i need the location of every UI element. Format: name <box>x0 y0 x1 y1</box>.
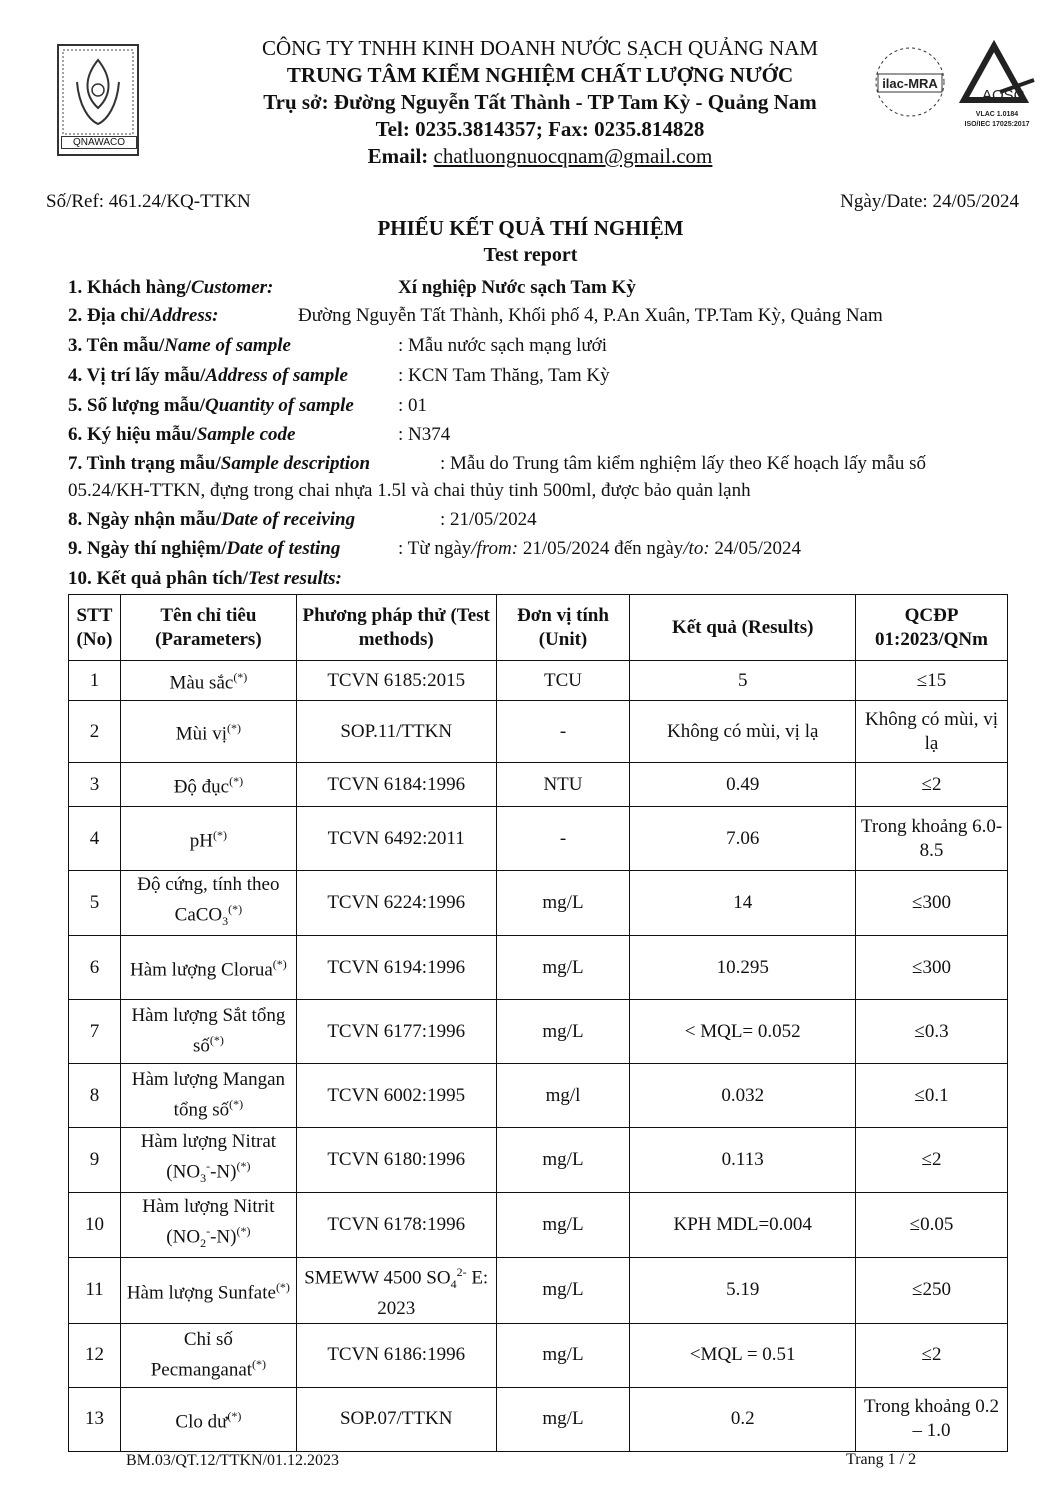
cell-unit: mg/L <box>496 1258 630 1323</box>
cell-param: Màu sắc(*) <box>120 661 296 701</box>
cell-limit: ≤0.3 <box>856 1000 1008 1064</box>
cell-no: 11 <box>69 1258 121 1323</box>
cell-limit: ≤2 <box>856 763 1008 807</box>
form-code: BM.03/QT.12/TTKN/01.12.2023 <box>126 1452 340 1469</box>
cell-no: 6 <box>69 936 121 1000</box>
table-row <box>69 1323 1008 1387</box>
cell-result: 0.49 <box>630 763 856 807</box>
cell-method: TCVN 6224:1996 <box>296 871 496 936</box>
head-office-address: Trụ sở: Đường Nguyễn Tất Thành - TP Tam Kỳ - Quảng Nam <box>263 90 817 114</box>
cell-unit: mg/L <box>496 936 630 1000</box>
cell-param: Hàm lượng Nitrit $(NO_2^--N)^{(*)}$ <box>120 1193 296 1258</box>
testing-date-value: : Từ ngày/from: 21/05/2024 đến ngày/to: 24/05/2024 <box>398 538 801 559</box>
cell-method: SMEWW 4500 $SO_4^{2-}$ E: 2023 <box>296 1258 496 1323</box>
ilac-mra-label: ilac-MRA <box>882 76 938 91</box>
cell-limit: Không có mùi, vị lạ <box>856 701 1008 763</box>
table-row <box>69 1387 1008 1451</box>
table-row <box>69 1193 1008 1258</box>
table-row <box>69 871 1008 936</box>
cell-limit: ≤2 <box>856 1323 1008 1387</box>
table-header-row <box>69 595 1008 661</box>
col-header-no: STT (No) <box>69 595 121 661</box>
cell-unit: mg/L <box>496 1323 630 1387</box>
company-name: CÔNG TY TNHH KINH DOANH NƯỚC SẠCH QUẢNG NAM <box>261 36 819 60</box>
cell-result: 10.295 <box>630 936 856 1000</box>
table-row <box>69 763 1008 807</box>
table-row <box>69 936 1008 1000</box>
cell-result: 14 <box>630 871 856 936</box>
cell-param: Hàm lượng Sunfate(*) <box>120 1258 296 1323</box>
table-row <box>69 1064 1008 1128</box>
sample-description-value-2: 05.24/KH-TTKN, đựng trong chai nhựa 1.5l và chai thủy tinh 500ml, được bảo quản lạnh <box>68 480 751 501</box>
sample-code-row: 6. Ký hiệu mẫu/Sample code <box>68 424 296 445</box>
receiving-date-value: : 21/05/2024 <box>440 509 537 530</box>
cell-result: < MQL= 0.052 <box>630 1000 856 1064</box>
results-table <box>68 594 1008 1452</box>
quantity-row: 5. Số lượng mẫu/Quantity of sample <box>68 395 354 416</box>
cell-unit: NTU <box>496 763 630 807</box>
cell-param: Hàm lượng Mangan tổng số(*) <box>120 1064 296 1128</box>
cell-result: 5 <box>630 661 856 701</box>
cell-result: <MQL = 0.51 <box>630 1323 856 1387</box>
cell-no: 12 <box>69 1323 121 1387</box>
cell-unit: mg/l <box>496 1064 630 1128</box>
receiving-date-row: 8. Ngày nhận mẫu/Date of receiving <box>68 509 356 530</box>
table-row <box>69 1258 1008 1323</box>
cell-limit: ≤15 <box>856 661 1008 701</box>
phone-fax: Tel: 0235.3814357; Fax: 0235.814828 <box>375 117 705 141</box>
cell-unit: mg/L <box>496 1000 630 1064</box>
col-header-standard: QCĐP 01:2023/QNm <box>856 595 1008 661</box>
customer-value: Xí nghiệp Nước sạch Tam Kỳ <box>398 277 636 298</box>
results-heading: 10. Kết quả phân tích/Test results: <box>68 568 342 589</box>
address-row: 2. Địa chỉ/Address: <box>68 305 219 326</box>
report-date: Ngày/Date: 24/05/2024 <box>840 191 1019 212</box>
cell-result: 7.06 <box>630 807 856 871</box>
cell-method: TCVN 6184:1996 <box>296 763 496 807</box>
aosc-label: AOSC <box>982 87 1025 104</box>
cell-limit: ≤300 <box>856 936 1008 1000</box>
cell-unit: TCU <box>496 661 630 701</box>
cell-method: SOP.07/TTKN <box>296 1387 496 1451</box>
cell-method: SOP.11/TTKN <box>296 701 496 763</box>
vlac-label: VLAC 1.0184 <box>975 111 1019 118</box>
cell-no: 2 <box>69 701 121 763</box>
cell-result: 5.19 <box>630 1258 856 1323</box>
email-label: Email: <box>367 144 434 168</box>
table-row <box>69 701 1008 763</box>
testing-date-row: 9. Ngày thí nghiệm/Date of testing <box>68 538 341 559</box>
cell-no: 10 <box>69 1193 121 1258</box>
cell-param: Độ cứng, tính theo CaCO$_3$(*) <box>120 871 296 936</box>
cell-no: 1 <box>69 661 121 701</box>
cell-method: TCVN 6178:1996 <box>296 1193 496 1258</box>
table-row <box>69 1000 1008 1064</box>
sample-location-value: : KCN Tam Thăng, Tam Kỳ <box>398 365 610 386</box>
cell-param: pH(*) <box>120 807 296 871</box>
report-subtitle: Test report <box>483 244 578 266</box>
cell-result: KPH MDL=0.004 <box>630 1193 856 1258</box>
cell-unit: mg/L <box>496 1128 630 1193</box>
table-row <box>69 1128 1008 1193</box>
cell-param: Mùi vị(*) <box>120 701 296 763</box>
cell-unit: mg/L <box>496 1387 630 1451</box>
reference-number: Số/Ref: 461.24/KQ-TTKN <box>46 191 251 212</box>
sample-name-row: 3. Tên mẫu/Name of sample <box>68 335 291 356</box>
address-value: Đường Nguyễn Tất Thành, Khối phố 4, P.An Xuân, TP.Tam Kỳ, Quảng Nam <box>298 305 883 326</box>
cell-method: TCVN 6492:2011 <box>296 807 496 871</box>
cell-limit: ≤2 <box>856 1128 1008 1193</box>
table-row <box>69 807 1008 871</box>
email-link[interactable]: chatluongnuocqnam@gmail.com <box>433 144 713 168</box>
cell-method: TCVN 6194:1996 <box>296 936 496 1000</box>
sample-description-value-1: : Mẫu do Trung tâm kiểm nghiệm lấy theo Kế hoạch lấy mẫu số <box>440 453 927 474</box>
logo-text: QNAWACO <box>61 136 137 149</box>
cell-method: TCVN 6186:1996 <box>296 1323 496 1387</box>
cell-param: Độ đục(*) <box>120 763 296 807</box>
cell-method: TCVN 6185:2015 <box>296 661 496 701</box>
cell-method: TCVN 6002:1995 <box>296 1064 496 1128</box>
cell-unit: mg/L <box>496 1193 630 1258</box>
sample-description-row: 7. Tình trạng mẫu/Sample description <box>68 453 371 474</box>
report-title: PHIẾU KẾT QUẢ THÍ NGHIỆM <box>377 216 684 240</box>
cell-no: 8 <box>69 1064 121 1128</box>
cell-unit: - <box>496 701 630 763</box>
customer-row: 1. Khách hàng/Customer: <box>68 277 274 298</box>
cell-result: 0.2 <box>630 1387 856 1451</box>
page-number: Trang 1 / 2 <box>846 1451 917 1468</box>
company-logo <box>57 44 139 156</box>
quantity-value: : 01 <box>398 395 428 416</box>
cell-param: Clo dư(*) <box>120 1387 296 1451</box>
cell-no: 7 <box>69 1000 121 1064</box>
email-line <box>150 143 930 170</box>
sample-location-row: 4. Vị trí lấy mẫu/Address of sample <box>68 365 348 386</box>
cell-result: 0.113 <box>630 1128 856 1193</box>
cell-no: 13 <box>69 1387 121 1451</box>
iso-label: ISO/IEC 17025:2017 <box>964 121 1030 128</box>
cell-no: 4 <box>69 807 121 871</box>
col-header-results: Kết quả (Results) <box>630 595 856 661</box>
table-row <box>69 661 1008 701</box>
cell-limit: Trong khoảng 0.2 – 1.0 <box>856 1387 1008 1451</box>
cell-param: Hàm lượng Nitrat $(NO_3^--N)^{(*)}$ <box>120 1128 296 1193</box>
cell-param: Hàm lượng Clorua(*) <box>120 936 296 1000</box>
col-header-parameters: Tên chỉ tiêu (Parameters) <box>120 595 296 661</box>
cell-method: TCVN 6180:1996 <box>296 1128 496 1193</box>
cell-no: 9 <box>69 1128 121 1193</box>
cell-param: Hàm lượng Sắt tổng số(*) <box>120 1000 296 1064</box>
cell-limit: Trong khoảng 6.0-8.5 <box>856 807 1008 871</box>
cell-unit: mg/L <box>496 871 630 936</box>
cell-limit: ≤300 <box>856 871 1008 936</box>
cell-method: TCVN 6177:1996 <box>296 1000 496 1064</box>
cell-param: Chỉ số Pecmanganat(*) <box>120 1323 296 1387</box>
sample-name-value: : Mẫu nước sạch mạng lưới <box>398 335 608 356</box>
center-name: TRUNG TÂM KIỂM NGHIỆM CHẤT LƯỢNG NƯỚC <box>286 63 794 87</box>
sample-code-value: : N374 <box>398 424 451 445</box>
cell-unit: - <box>496 807 630 871</box>
cell-limit: ≤0.1 <box>856 1064 1008 1128</box>
cell-result: 0.032 <box>630 1064 856 1128</box>
cell-limit: ≤250 <box>856 1258 1008 1323</box>
cell-limit: ≤0.05 <box>856 1193 1008 1258</box>
cell-no: 3 <box>69 763 121 807</box>
cell-result: Không có mùi, vị lạ <box>630 701 856 763</box>
col-header-unit: Đơn vị tính (Unit) <box>496 595 630 661</box>
cell-no: 5 <box>69 871 121 936</box>
col-header-methods: Phương pháp thử (Test methods) <box>296 595 496 661</box>
